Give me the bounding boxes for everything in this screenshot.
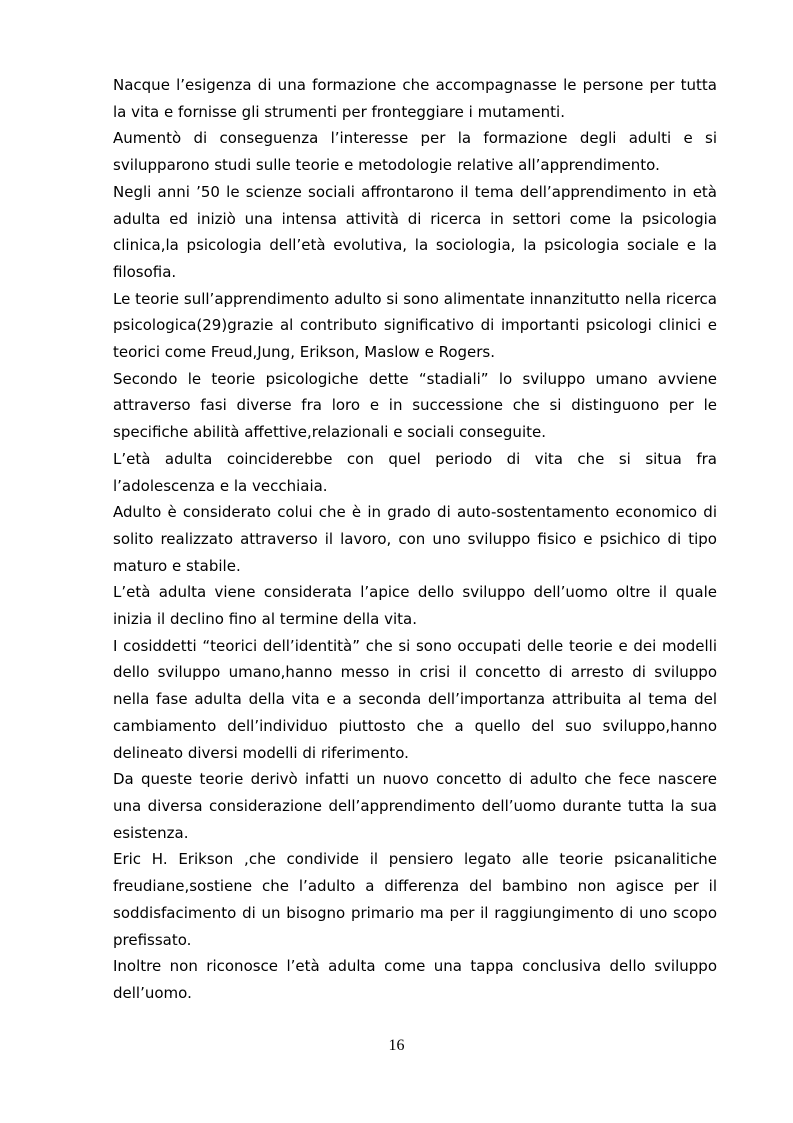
paragraph: Adulto è considerato colui che è in grado di auto-sostentamento economico di solito realizzato attraverso il lavoro, con uno sviluppo fisico e psichico di tipo maturo e stabile. — [113, 503, 717, 575]
paragraph: Aumentò di conseguenza l’interesse per la formazione degli adulti e si svilupparono studi sulle teorie e metodologie relative all’apprendimento. — [113, 129, 717, 175]
paragraph: Nacque l’esigenza di una formazione che accompagnasse le persone per tutta la vita e fornisse gli strumenti per fronteggiare i mutamenti. — [113, 76, 717, 121]
paragraph: I cosiddetti “teorici dell’identità” che si sono occupati delle teorie e dei modelli dello sviluppo umano,hanno messo in crisi il concetto di arresto di sviluppo nella fase adulta della vita e a seconda dell’importanza attribuita al tema del cambiamento dell’individuo piuttosto che a quello del suo sviluppo,hanno delineato diversi modelli di riferimento. — [113, 636, 717, 762]
paragraph: Inoltre non riconosce l’età adulta come una tappa conclusiva dello sviluppo dell’uomo. — [113, 957, 717, 1002]
paragraph: Da queste teorie derivò infatti un nuovo concetto di adulto che fece nascere una diversa considerazione dell’apprendimento dell’uomo durante tutta la sua esistenza. — [113, 770, 717, 842]
page-number: 16 — [388, 1037, 405, 1054]
paragraph: Le teorie sull’apprendimento adulto si sono alimentate innanzitutto nella ricerca psicologica(29)grazie al contributo significativo di importanti psicologi clinici e teorici come Freud,Jung, Erikson, Maslow e Rogers. — [113, 289, 717, 362]
paragraph: Secondo le teorie psicologiche dette “stadiali” lo sviluppo umano avviene attraverso fasi diverse fra loro e in successione che si distinguono per le specifiche abilità affettive,relazionali e sociali conseguite. — [113, 369, 717, 442]
paragraph: Negli anni ’50 le scienze sociali affrontarono il tema dell’apprendimento in età adulta ed iniziò una intensa attività di ricerca in settori come la psicologia clinica,la psicologia dell’età evolutiva, la sociologia, la psicologia sociale e la filosofia. — [113, 182, 717, 281]
document-body — [113, 72, 717, 1007]
paragraph: Eric H. Erikson ,che condivide il pensiero legato alle teorie psicanalitiche freudiane,sostiene che l’adulto a differenza del bambino non agisce per il soddisfacimento di un bisogno primario ma per il raggiungimento di uno scopo prefissato. — [113, 850, 717, 949]
paragraph: L’età adulta coinciderebbe con quel periodo di vita che si situa fra l’adolescenza e la vecchiaia. — [113, 449, 717, 495]
paragraph: L’età adulta viene considerata l’apice dello sviluppo dell’uomo oltre il quale inizia il declino fino al termine della vita. — [113, 583, 717, 629]
